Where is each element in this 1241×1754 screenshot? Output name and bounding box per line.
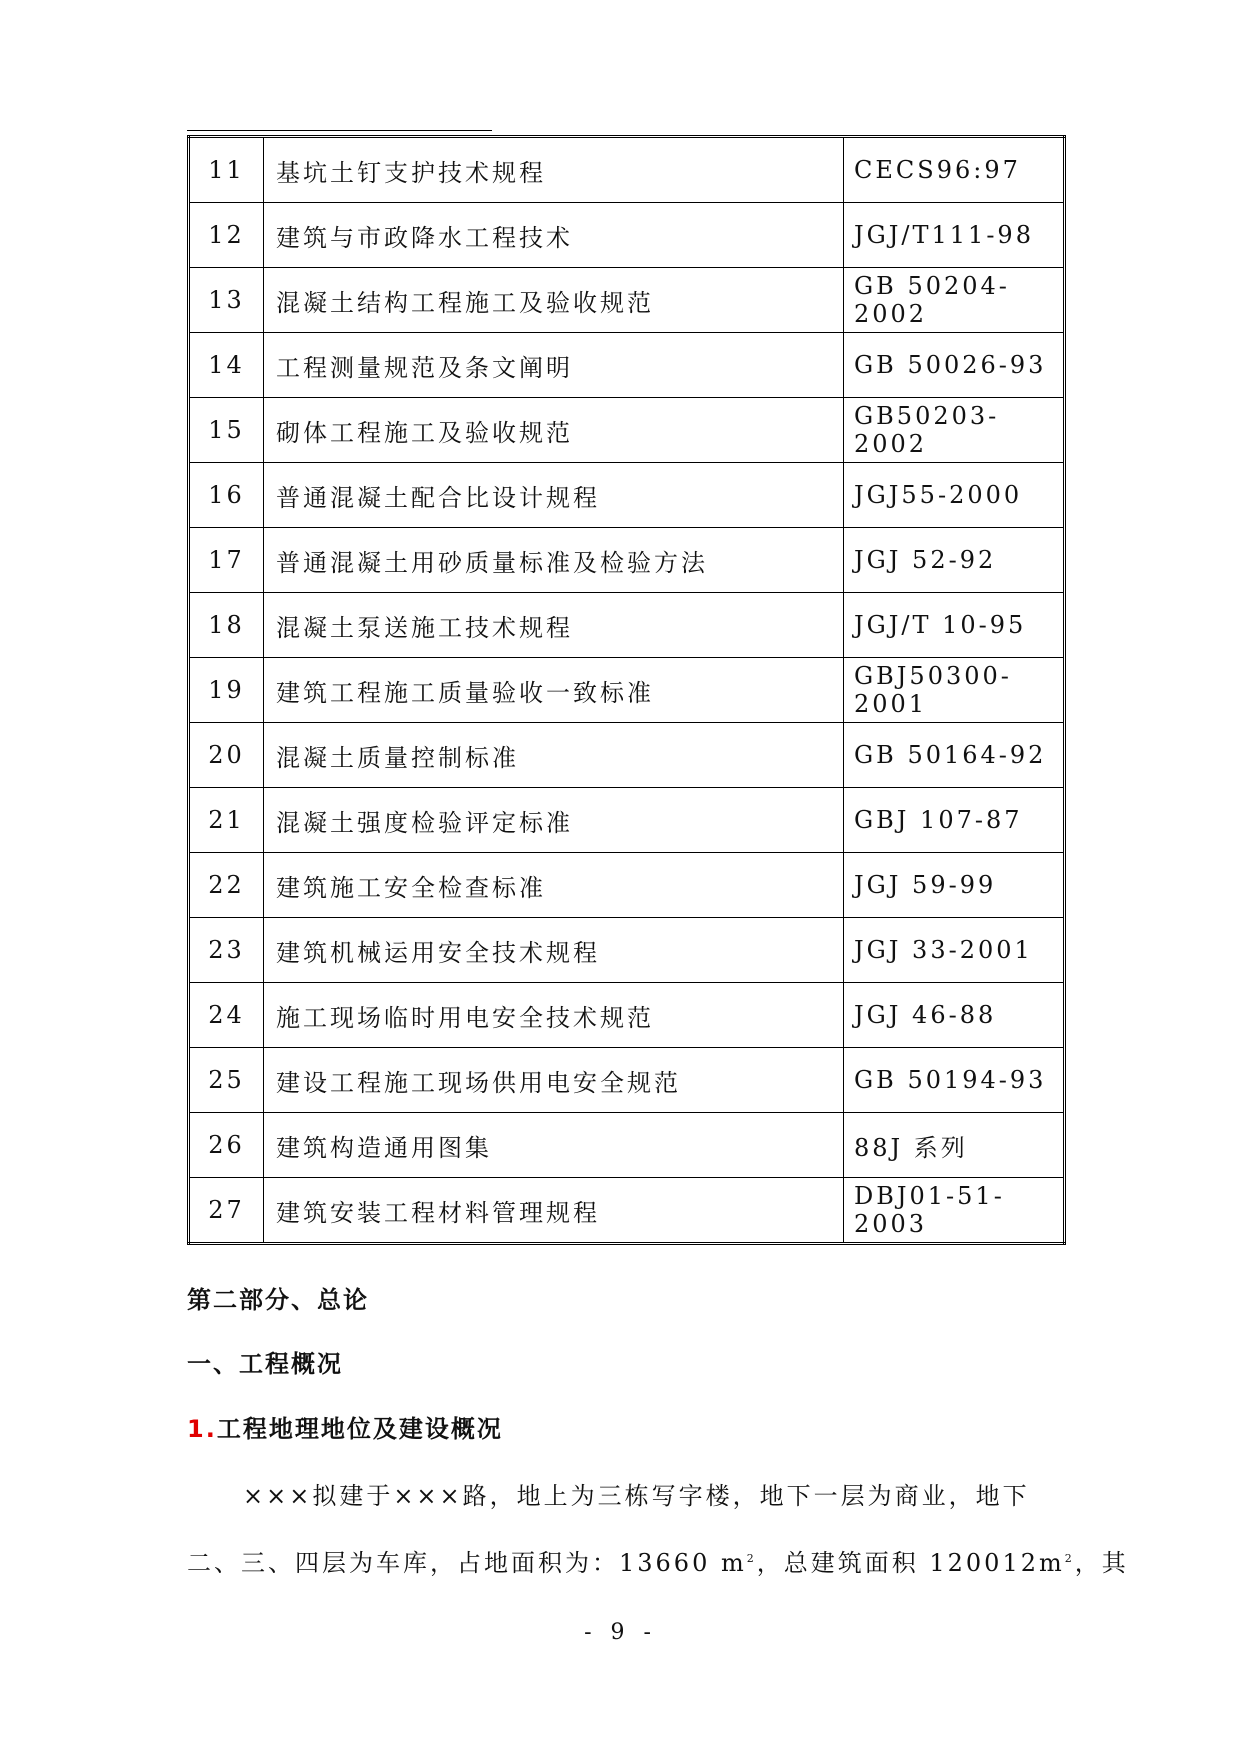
standard-code: JGJ 46-88: [844, 983, 1065, 1048]
subsection-title: 工程地理地位及建设概况: [216, 1415, 503, 1443]
row-number: 23: [189, 918, 264, 983]
standard-name: 建筑与市政降水工程技术: [264, 203, 844, 268]
standard-code: GB 50204-2002: [844, 268, 1065, 333]
table-row: [189, 268, 1065, 333]
standard-name: 普通混凝土配合比设计规程: [264, 463, 844, 528]
row-number: 26: [189, 1113, 264, 1178]
body-paragraph-line-1: ×××拟建于×××路，地上为三栋写字楼，地下一层为商业，地下: [243, 1482, 1030, 1510]
standard-name: 施工现场临时用电安全技术规范: [264, 983, 844, 1048]
standard-code: GBJ50300-2001: [844, 658, 1065, 723]
row-number: 24: [189, 983, 264, 1048]
standard-name: 砌体工程施工及验收规范: [264, 398, 844, 463]
table-row: [189, 398, 1065, 463]
row-number: 17: [189, 528, 264, 593]
table-row: [189, 983, 1065, 1048]
standard-name: 建筑施工安全检查标准: [264, 853, 844, 918]
row-number: 12: [189, 203, 264, 268]
table-row: [189, 333, 1065, 398]
superscript: 2: [1064, 1552, 1075, 1565]
row-number: 13: [189, 268, 264, 333]
table-row: [189, 1113, 1065, 1178]
standard-name: 工程测量规范及条文阐明: [264, 333, 844, 398]
subsection-heading: [187, 1409, 503, 1444]
subsection-number: 1.: [187, 1415, 217, 1443]
standard-code: JGJ 33-2001: [844, 918, 1065, 983]
standard-name: 混凝土质量控制标准: [264, 723, 844, 788]
table-row: [189, 203, 1065, 268]
standard-code: GB50203-2002: [844, 398, 1065, 463]
section-heading: 一、工程概况: [187, 1350, 343, 1378]
table-row: [189, 137, 1065, 203]
standard-name: 普通混凝土用砂质量标准及检验方法: [264, 528, 844, 593]
table-row: [189, 1178, 1065, 1244]
standard-name: 建设工程施工现场供用电安全规范: [264, 1048, 844, 1113]
header-rule: [187, 130, 492, 131]
superscript: 2: [746, 1552, 757, 1565]
standard-name: 混凝土强度检验评定标准: [264, 788, 844, 853]
standard-name: 混凝土泵送施工技术规程: [264, 593, 844, 658]
standards-table: [187, 135, 1066, 1245]
row-number: 11: [189, 137, 264, 203]
row-number: 20: [189, 723, 264, 788]
body-text-segment: 二、三、四层为车库，占地面积为：13660 m: [187, 1549, 747, 1577]
row-number: 22: [189, 853, 264, 918]
standard-code: JGJ 59-99: [844, 853, 1065, 918]
standard-name: 建筑构造通用图集: [264, 1113, 844, 1178]
standard-code: GBJ 107-87: [844, 788, 1065, 853]
row-number: 27: [189, 1178, 264, 1244]
row-number: 14: [189, 333, 264, 398]
standard-code: JGJ/T 10-95: [844, 593, 1065, 658]
row-number: 19: [189, 658, 264, 723]
page-number: - 9 -: [584, 1620, 657, 1645]
row-number: 25: [189, 1048, 264, 1113]
table-row: [189, 658, 1065, 723]
standard-name: 建筑机械运用安全技术规程: [264, 918, 844, 983]
table-row: [189, 528, 1065, 593]
table-row: [189, 788, 1065, 853]
row-number: 18: [189, 593, 264, 658]
standard-name: 混凝土结构工程施工及验收规范: [264, 268, 844, 333]
standard-name: 建筑安装工程材料管理规程: [264, 1178, 844, 1244]
standard-name: 基坑土钉支护技术规程: [264, 137, 844, 203]
standard-code: 88J 系列: [844, 1113, 1065, 1178]
table-row: [189, 1048, 1065, 1113]
standard-code: JGJ/T111-98: [844, 203, 1065, 268]
body-paragraph-line-2: [187, 1543, 1129, 1578]
standard-name: 建筑工程施工质量验收一致标准: [264, 658, 844, 723]
standard-code: JGJ 52-92: [844, 528, 1065, 593]
standard-code: GB 50164-92: [844, 723, 1065, 788]
table-row: [189, 723, 1065, 788]
row-number: 15: [189, 398, 264, 463]
table-row: [189, 593, 1065, 658]
table-row: [189, 853, 1065, 918]
standard-code: GB 50194-93: [844, 1048, 1065, 1113]
row-number: 16: [189, 463, 264, 528]
table-row: [189, 918, 1065, 983]
row-number: 21: [189, 788, 264, 853]
body-text-segment: ，总建筑面积 120012m: [756, 1549, 1065, 1577]
standard-code: GB 50026-93: [844, 333, 1065, 398]
standard-code: JGJ55-2000: [844, 463, 1065, 528]
standard-code: CECS96:97: [844, 137, 1065, 203]
part-heading: 第二部分、总论: [187, 1286, 369, 1314]
body-text-segment: ，其: [1074, 1549, 1129, 1577]
standard-code: DBJ01-51-2003: [844, 1178, 1065, 1244]
table-row: [189, 463, 1065, 528]
